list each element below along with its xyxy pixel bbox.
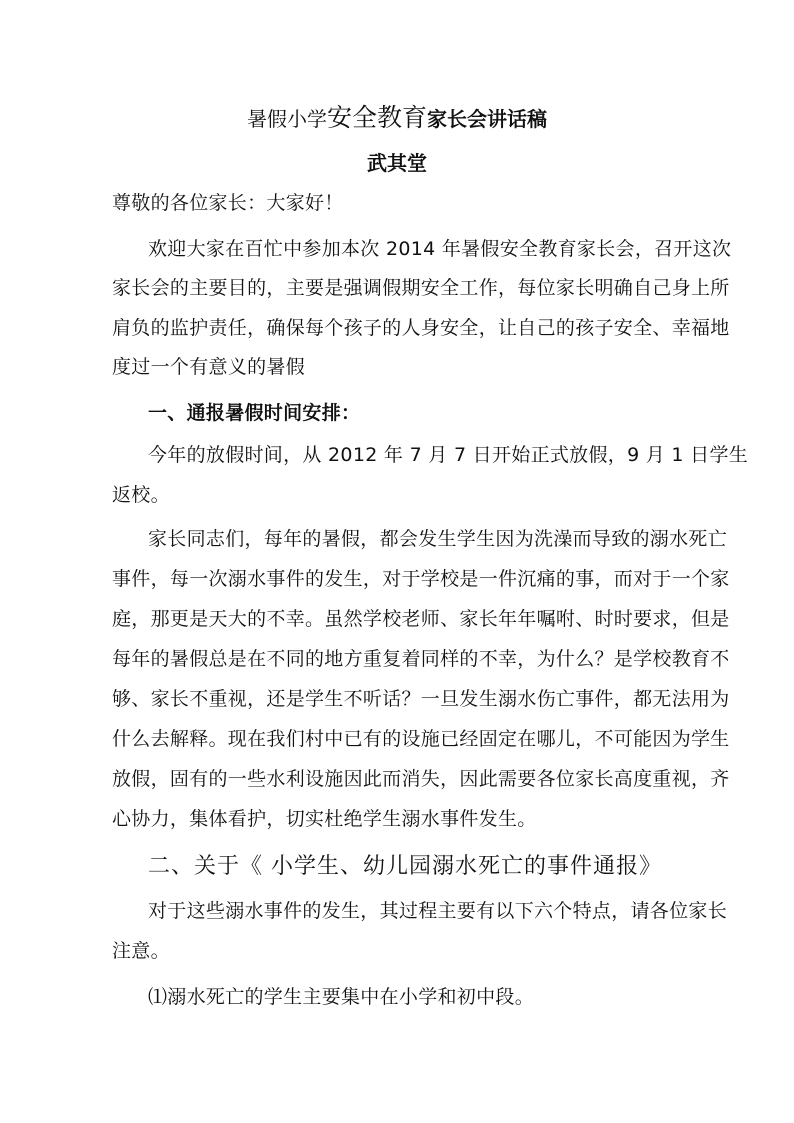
title-part-3: 家长会讲话稿 bbox=[427, 107, 547, 131]
para3-line-6: 什么去解释。现在我们村中已有的设施已经固定在哪儿，不可能因为学生 bbox=[112, 728, 730, 750]
para3-line-3: 庭，那更是天大的不幸。虽然学校老师、家长年年嘱咐、时时要求，但是 bbox=[112, 608, 730, 630]
greeting: 尊敬的各位家长：大家好！ bbox=[112, 192, 344, 214]
para3-line-5: 够、家长不重视，还是学生不听话？一旦发生溺水伤亡事件，都无法用为 bbox=[112, 688, 730, 710]
title-part-2: 安全教育 bbox=[326, 103, 427, 132]
section-heading-2: 二、关于《 小学生、幼儿园溺水死亡的事件通报》 bbox=[148, 854, 662, 879]
list-item-1: ⑴溺水死亡的学生主要集中在小学和初中段。 bbox=[148, 986, 535, 1008]
para3-line-4: 每年的暑假总是在不同的地方重复着同样的不幸，为什么？是学校教育不 bbox=[112, 648, 730, 670]
title-part-1: 暑假小学 bbox=[246, 107, 327, 131]
para3-line-1: 家长同志们，每年的暑假，都会发生学生因为洗澡而导致的溺水死亡 bbox=[148, 528, 728, 550]
document-title bbox=[0, 98, 794, 134]
para2-line-1: 今年的放假时间，从 2012 年 7 月 7 日开始正式放假，9 月 1 日学生 bbox=[148, 444, 749, 466]
para1-line-4: 度过一个有意义的暑假 bbox=[112, 356, 306, 378]
para4-line-2: 注意。 bbox=[112, 940, 170, 962]
section-heading-1: 一、通报暑假时间安排： bbox=[148, 402, 361, 424]
para3-line-7: 放假，固有的一些水利设施因此而消失，因此需要各位家长高度重视，齐 bbox=[112, 768, 730, 790]
para1-line-1: 欢迎大家在百忙中参加本次 2014 年暑假安全教育家长会，召开这次 bbox=[148, 238, 732, 260]
para2-line-2: 返校。 bbox=[112, 484, 170, 506]
para3-line-8: 心协力，集体看护，切实杜绝学生溺水事件发生。 bbox=[112, 808, 537, 830]
para4-line-1: 对于这些溺水事件的发生，其过程主要有以下六个特点，请各位家长 bbox=[148, 900, 728, 922]
para1-line-2: 家长会的主要目的，主要是强调假期安全工作，每位家长明确自己身上所 bbox=[112, 277, 730, 299]
author-name: 武其堂 bbox=[367, 151, 427, 175]
para3-line-2: 事件，每一次溺水事件的发生，对于学校是一件沉痛的事，而对于一个家 bbox=[112, 568, 730, 590]
para1-line-3: 肩负的监护责任，确保每个孩子的人身安全，让自己的孩子安全、幸福地 bbox=[112, 317, 730, 339]
